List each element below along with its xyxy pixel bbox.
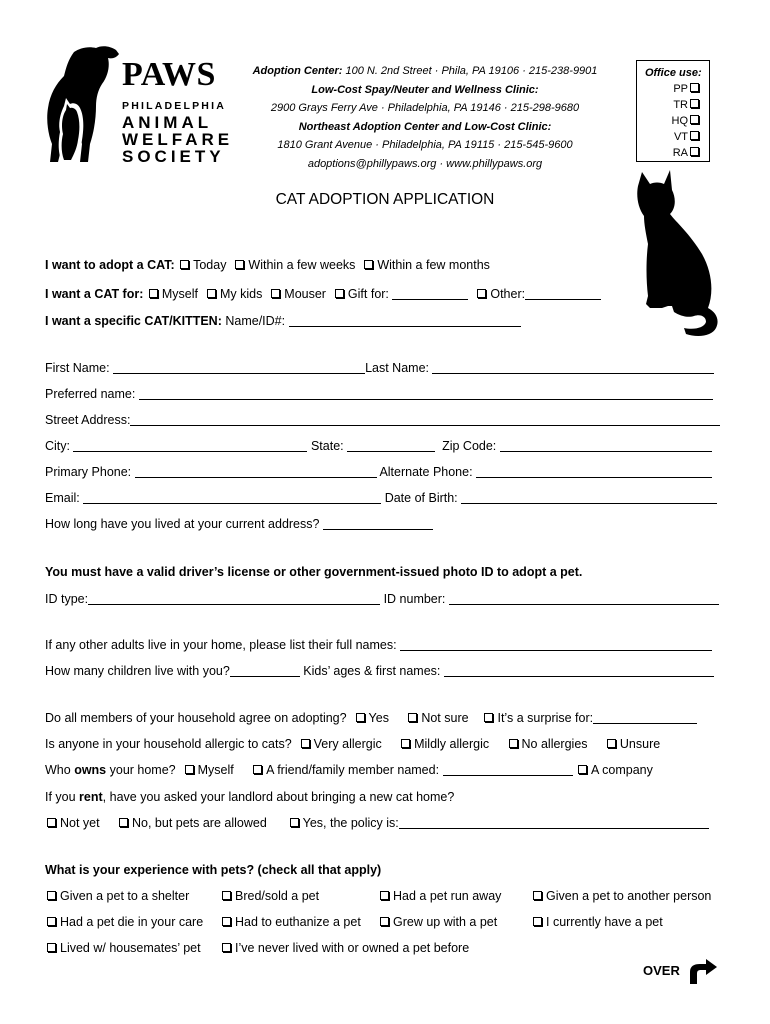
exp-option: Had a pet run away <box>378 888 501 904</box>
northeast-label: Northeast Adoption Center and Low-Cost Clinic: <box>298 120 552 133</box>
checkbox-mildly-allergic[interactable] <box>401 739 410 748</box>
gift-for-field[interactable] <box>392 287 468 300</box>
checkbox-few-months[interactable] <box>364 260 373 269</box>
over-label: OVER <box>643 963 680 978</box>
owns-row: Who owns your home? Myself A friend/family member named: A company <box>45 763 653 777</box>
how-long-field[interactable] <box>323 517 433 530</box>
first-name-field[interactable] <box>113 361 365 374</box>
experience-question: What is your experience with pets? (check all that apply) <box>45 863 382 877</box>
checkbox[interactable] <box>222 943 231 952</box>
paws-logo-icon <box>44 44 122 166</box>
rent-options-row: Not yet No, but pets are allowed Yes, the policy is: <box>45 815 709 831</box>
other-adults-field[interactable] <box>400 638 712 651</box>
exp-option: I currently have a pet <box>531 914 663 930</box>
checkbox[interactable] <box>47 917 56 926</box>
checkbox[interactable] <box>47 891 56 900</box>
checkbox[interactable] <box>380 891 389 900</box>
policy-field[interactable] <box>399 816 709 829</box>
city-row: City: State: Zip Code: <box>45 438 712 454</box>
other-field[interactable] <box>525 287 601 300</box>
checkbox-pets-allowed[interactable] <box>119 818 128 827</box>
allergic-row: Is anyone in your household allergic to cats? Very allergic Mildly allergic No allergies Unsure <box>45 737 661 751</box>
email-field[interactable] <box>83 491 381 504</box>
logo-paws-text: PAWS <box>122 56 216 93</box>
city-field[interactable] <box>73 439 307 452</box>
exp-option: Bred/sold a pet <box>220 888 319 904</box>
checkbox[interactable] <box>690 147 699 156</box>
cat-name-id-field[interactable] <box>289 314 521 327</box>
exp-option: Lived w/ housemates’ pet <box>45 940 201 956</box>
logo-word-society: SOCIETY <box>122 147 225 166</box>
kids-ages-field[interactable] <box>444 664 714 677</box>
page-title: CAT ADOPTION APPLICATION <box>275 191 495 208</box>
zip-field[interactable] <box>500 439 712 452</box>
office-use-hq[interactable]: HQ <box>672 115 704 127</box>
other-adults-row: If any other adults live in your home, please list their full names: <box>45 637 712 653</box>
specific-cat-row: I want a specific CAT/KITTEN: Name/ID#: <box>45 313 521 329</box>
checkbox[interactable] <box>690 99 699 108</box>
how-long-row: How long have you lived at your current address? <box>45 516 433 532</box>
checkbox-agree-yes[interactable] <box>356 713 365 722</box>
lowcost-label: Low-Cost Spay/Neuter and Wellness Clinic: <box>311 83 539 96</box>
checkbox-myself[interactable] <box>149 289 158 298</box>
checkbox-no-allergies[interactable] <box>509 739 518 748</box>
northeast-address: 1810 Grant Avenue · Philadelphia, PA 19115 · 215-545-9600 <box>277 139 573 151</box>
address-block <box>250 62 600 173</box>
checkbox[interactable] <box>222 917 231 926</box>
checkbox-policy[interactable] <box>290 818 299 827</box>
state-field[interactable] <box>347 439 435 452</box>
children-count-field[interactable] <box>230 664 300 677</box>
checkbox[interactable] <box>690 83 699 92</box>
last-name-field[interactable] <box>432 361 714 374</box>
exp-option: Given a pet to another person <box>531 888 711 904</box>
checkbox-agree-surprise[interactable] <box>484 713 493 722</box>
checkbox-not-yet[interactable] <box>47 818 56 827</box>
checkbox-my-kids[interactable] <box>207 289 216 298</box>
preferred-name-field[interactable] <box>139 387 713 400</box>
exp-option: Grew up with a pet <box>378 914 497 930</box>
checkbox[interactable] <box>690 115 699 124</box>
id-number-field[interactable] <box>449 592 719 605</box>
checkbox-owns-friend[interactable] <box>253 765 262 774</box>
id-row: ID type: ID number: <box>45 591 719 607</box>
adoption-center-line: Adoption Center: 100 N. 2nd Street · Phila, PA 19106 · 215-238-9901 <box>252 65 598 77</box>
checkbox[interactable] <box>533 891 542 900</box>
checkbox-gift[interactable] <box>335 289 344 298</box>
checkbox[interactable] <box>533 917 542 926</box>
checkbox-few-weeks[interactable] <box>235 260 244 269</box>
checkbox-other[interactable] <box>477 289 486 298</box>
adopt-when-row: I want to adopt a CAT: Today Within a few weeks Within a few months <box>45 258 490 272</box>
checkbox[interactable] <box>690 131 699 140</box>
id-notice: You must have a valid driver’s license or other government-issued photo ID to adopt a pet. <box>45 565 583 579</box>
turn-arrow-icon <box>686 958 718 984</box>
name-row: First Name: Last Name: <box>45 360 714 376</box>
alternate-phone-field[interactable] <box>476 465 712 478</box>
lowcost-address: 2900 Grays Ferry Ave · Philadelphia, PA 19146 · 215-298-9680 <box>270 102 580 114</box>
logo-city-text: PHILADELPHIA <box>122 100 226 112</box>
owner-name-field[interactable] <box>443 763 573 776</box>
logo-word-welfare: WELFARE <box>122 130 234 149</box>
adopt-for-row: I want a CAT for: Myself My kids Mouser Gift for: Other: <box>45 286 601 302</box>
office-use-tr[interactable]: TR <box>673 99 703 111</box>
office-use-pp[interactable]: PP <box>673 83 703 95</box>
surprise-for-field[interactable] <box>593 711 697 724</box>
phone-row: Primary Phone: Alternate Phone: <box>45 464 712 480</box>
contact-line: adoptions@phillypaws.org · www.phillypaws.org <box>307 157 543 170</box>
office-use-box <box>636 60 710 162</box>
exp-option: Had to euthanize a pet <box>220 914 361 930</box>
exp-option: Had a pet die in your care <box>45 914 203 930</box>
checkbox-owns-myself[interactable] <box>185 765 194 774</box>
primary-phone-field[interactable] <box>135 465 377 478</box>
rent-row: If you rent, have you asked your landlord about bringing a new cat home? <box>45 790 455 804</box>
checkbox[interactable] <box>380 917 389 926</box>
exp-option: I’ve never lived with or owned a pet before <box>220 940 469 956</box>
checkbox-mouser[interactable] <box>271 289 280 298</box>
checkbox[interactable] <box>222 891 231 900</box>
checkbox-unsure[interactable] <box>607 739 616 748</box>
email-row: Email: Date of Birth: <box>45 490 717 506</box>
checkbox-owns-company[interactable] <box>578 765 587 774</box>
office-use-vt[interactable]: VT <box>674 131 703 143</box>
dob-field[interactable] <box>461 491 717 504</box>
checkbox[interactable] <box>47 943 56 952</box>
children-row: How many children live with you? Kids’ ages & first names: <box>45 663 714 679</box>
street-row: Street Address: <box>45 412 720 428</box>
checkbox-very-allergic[interactable] <box>301 739 310 748</box>
office-use-title: Office use: <box>645 67 702 79</box>
checkbox-today[interactable] <box>180 260 189 269</box>
office-use-ra[interactable]: RA <box>673 147 703 159</box>
checkbox-agree-not-sure[interactable] <box>408 713 417 722</box>
id-type-field[interactable] <box>88 592 380 605</box>
logo-word-animal: ANIMAL <box>122 113 213 132</box>
exp-option: Given a pet to a shelter <box>45 888 189 904</box>
preferred-name-row: Preferred name: <box>45 386 713 402</box>
street-address-field[interactable] <box>130 413 720 426</box>
agree-row: Do all members of your household agree on adopting? Yes Not sure It’s a surprise for: <box>45 710 697 726</box>
